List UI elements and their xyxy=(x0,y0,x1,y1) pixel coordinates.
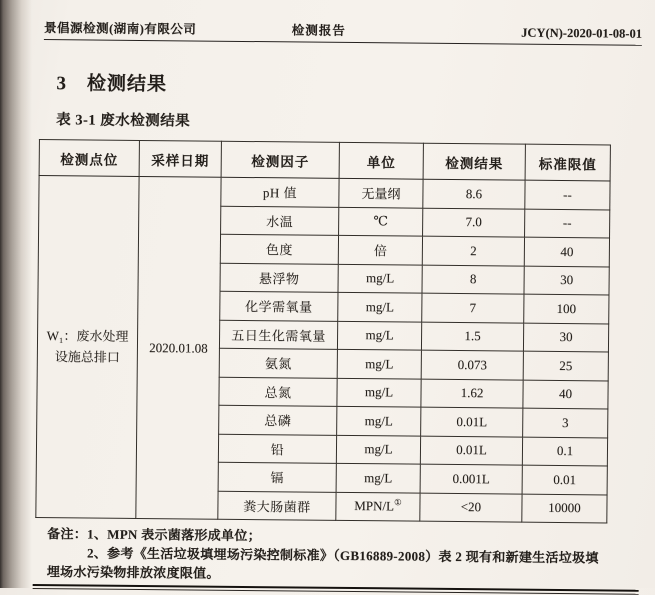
factor-cell: 总磷 xyxy=(219,405,337,435)
limit-cell: 30 xyxy=(523,323,608,352)
unit-footnote-mark: ① xyxy=(393,497,402,508)
header-cell-site: 检测点位 xyxy=(39,139,139,176)
result-cell: 8.6 xyxy=(423,179,525,208)
header-cell-date: 采样日期 xyxy=(139,140,221,177)
section-title xyxy=(56,68,654,101)
result-cell: 0.073 xyxy=(421,350,523,379)
unit-cell: mg/L xyxy=(337,378,421,407)
unit-cell: mg/L xyxy=(336,435,420,464)
factor-cell: 粪大肠菌群 xyxy=(218,491,336,521)
factor-cell: 化学需氧量 xyxy=(220,291,338,321)
limit-cell: 30 xyxy=(524,266,609,295)
table-row xyxy=(39,175,610,209)
unit-cell: 倍 xyxy=(338,235,422,264)
limit-cell: -- xyxy=(525,209,610,238)
factor-cell: 铅 xyxy=(218,434,336,464)
limit-cell: 25 xyxy=(523,351,608,380)
limit-cell: -- xyxy=(525,180,610,209)
result-cell: 8 xyxy=(422,265,524,294)
result-cell: 0.001L xyxy=(420,464,522,493)
factor-cell: 总氮 xyxy=(219,377,337,407)
limit-cell: 10000 xyxy=(522,494,607,523)
limit-cell: 40 xyxy=(524,237,609,266)
unit-cell xyxy=(336,492,420,521)
table-notes xyxy=(47,524,640,587)
table-header-row xyxy=(39,139,610,180)
factor-cell: 五日生化需氧量 xyxy=(219,320,337,350)
table-caption: 表 3-1 废水检测结果 xyxy=(56,112,191,130)
limit-cell: 3 xyxy=(523,408,608,437)
result-cell: 7.0 xyxy=(423,208,525,237)
result-cell: 0.01L xyxy=(421,407,523,436)
factor-cell: 悬浮物 xyxy=(220,263,338,293)
unit-cell: mg/L xyxy=(338,264,422,293)
unit-text: MPN/L xyxy=(354,498,395,514)
note-line-3: 埋场水污染物排放浓度限值。 xyxy=(46,564,220,581)
unit-cell: mg/L xyxy=(337,406,421,435)
page-header xyxy=(44,18,642,46)
result-cell: 7 xyxy=(422,293,524,322)
factor-cell: 色度 xyxy=(220,234,338,264)
limit-cell: 0.1 xyxy=(522,437,607,466)
unit-cell: mg/L xyxy=(337,321,421,350)
wastewater-results-table xyxy=(35,139,611,523)
report-title: 检测报告 xyxy=(291,23,346,38)
unit-cell: mg/L xyxy=(338,292,422,321)
factor-cell: 水温 xyxy=(221,206,339,236)
site-line1: W₁：废水处理 xyxy=(46,327,129,344)
sample-date-cell: 2020.01.08 xyxy=(136,176,221,519)
site-line2: 设施总排口 xyxy=(54,348,120,365)
unit-cell: mg/L xyxy=(336,463,420,492)
header-cell-factor: 检测因子 xyxy=(221,141,339,178)
unit-cell: ℃ xyxy=(339,207,423,236)
unit-cell: 无量纲 xyxy=(339,178,423,207)
limit-cell: 0.01 xyxy=(522,465,607,494)
result-cell: 1.5 xyxy=(421,322,523,351)
limit-cell: 100 xyxy=(524,294,609,323)
header-cell-result: 检测结果 xyxy=(423,143,525,180)
report-number: JCY(N)-2020-01-08-01 xyxy=(521,25,643,41)
header-cell-limit: 标准限值 xyxy=(525,144,610,181)
section-title-text: 检测结果 xyxy=(86,73,168,96)
result-cell: 1.62 xyxy=(421,379,523,408)
factor-cell: 镉 xyxy=(218,462,336,492)
header-cell-unit: 单位 xyxy=(339,142,423,179)
result-cell: <20 xyxy=(420,493,522,522)
unit-cell: mg/L xyxy=(337,349,421,378)
result-cell: 0.01L xyxy=(420,436,522,465)
section-number: 3 xyxy=(56,73,68,95)
note-line-1: 备注：1、MPN 表示菌落形成单位； xyxy=(47,526,261,544)
limit-cell: 40 xyxy=(523,380,608,409)
factor-cell: 氨氮 xyxy=(219,348,337,378)
company-name: 景倡源检测(湖南)有限公司 xyxy=(43,21,197,37)
factor-cell: pH 值 xyxy=(221,177,339,207)
note-line-2: 2、参考《生活垃圾填埋场污染控制标准》（GB16889-2008）表 2 现有和新建生活垃圾填 xyxy=(86,545,599,566)
result-cell: 2 xyxy=(422,236,524,265)
site-cell xyxy=(36,175,139,518)
